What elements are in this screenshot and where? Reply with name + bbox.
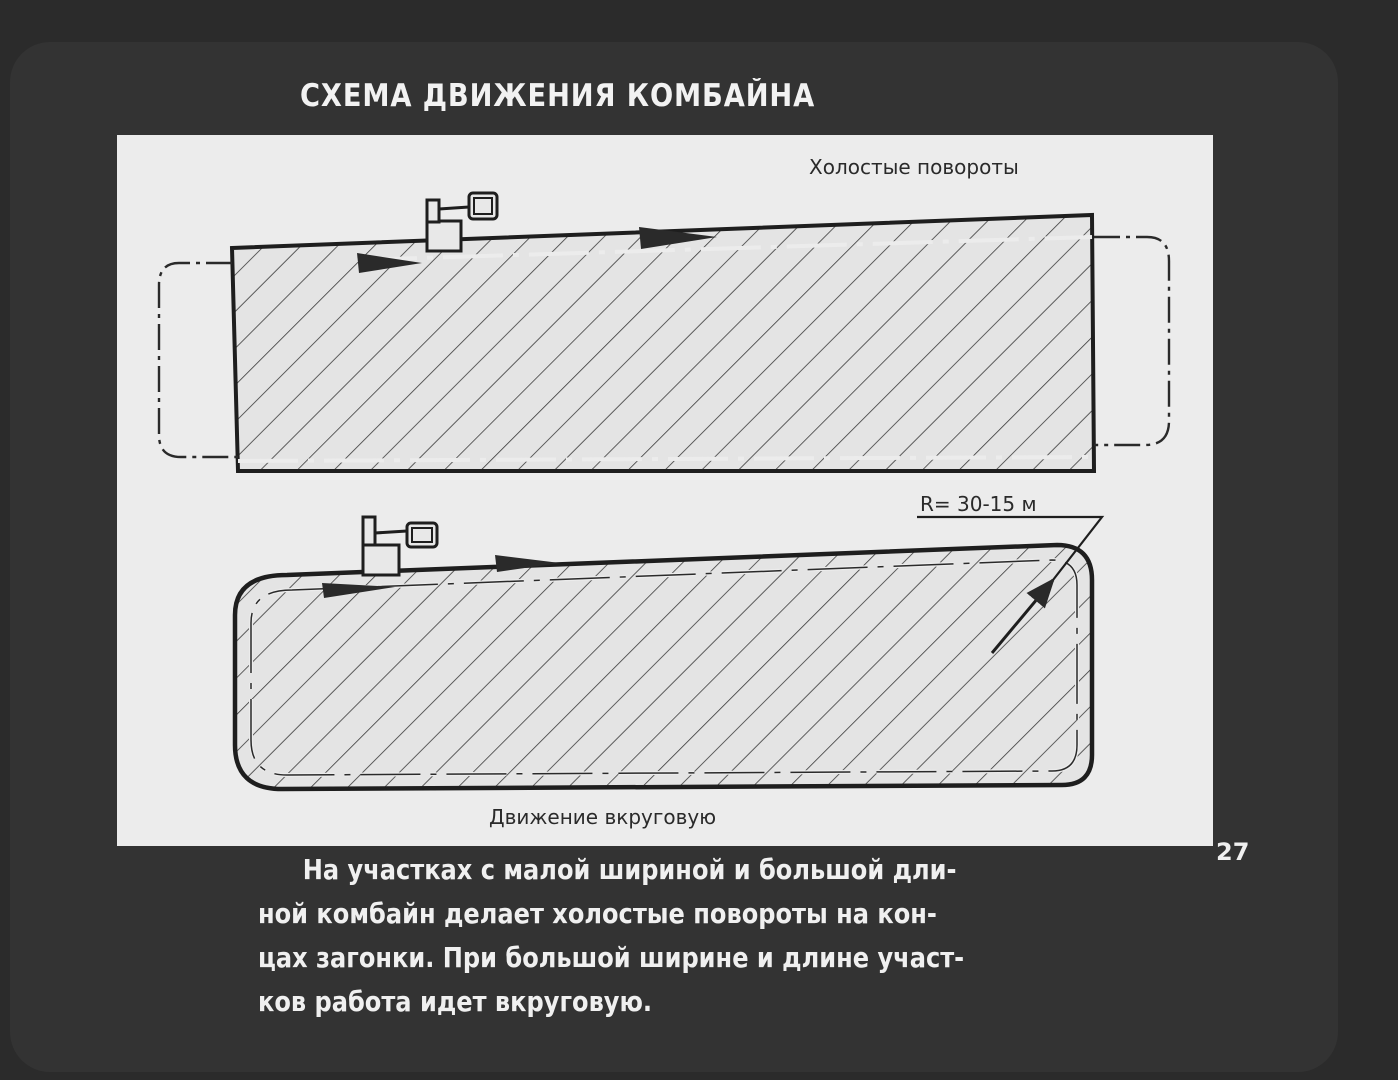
- top-field: [159, 193, 1169, 471]
- left-idle-turn-path: [159, 263, 238, 457]
- caption-line: цах загонки. При большой ширине и длине участ-: [258, 941, 965, 974]
- bottom-field-outline: [235, 545, 1092, 789]
- top-field-rectangle: [232, 215, 1094, 471]
- idle-turns-label: Холостые повороты: [809, 155, 1019, 179]
- radius-label: R= 30-15 м: [920, 492, 1037, 516]
- bottom-field: [235, 492, 1102, 789]
- circular-movement-label: Движение вкруговую: [489, 805, 717, 829]
- caption-line: ков работа идет вкруговую.: [258, 985, 653, 1018]
- right-idle-turn-path: [1094, 237, 1169, 445]
- diagram-panel: [117, 135, 1213, 846]
- slide-title: СХЕМА ДВИЖЕНИЯ КОМБАЙНА: [300, 78, 816, 114]
- slide-caption: [258, 848, 1088, 1024]
- combine-harvester-icon: [363, 517, 437, 575]
- caption-line: ной комбайн делает холостые повороты на кон-: [258, 897, 937, 930]
- combine-movement-diagram: [117, 135, 1213, 846]
- frame-number: 27: [1216, 838, 1250, 866]
- caption-line: На участках с малой шириной и большой дли-: [302, 853, 957, 886]
